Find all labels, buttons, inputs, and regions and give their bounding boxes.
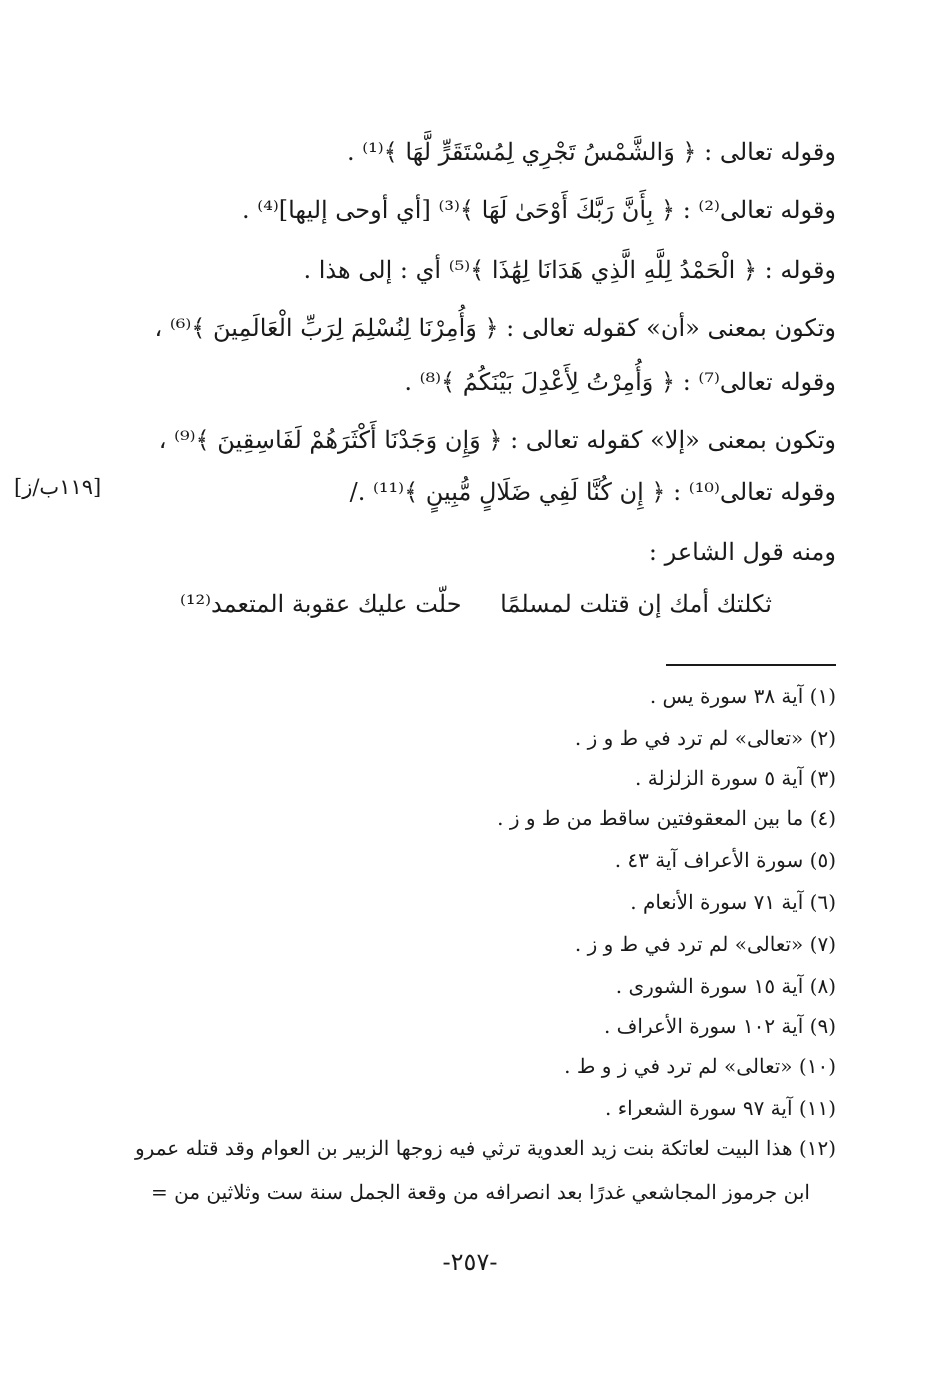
footnote-3: (٣) آية ٥ سورة الزلزلة . [635,766,836,790]
footnote-9: (٩) آية ١٠٢ سورة الأعراف . [603,1014,836,1038]
body-line-7: وقوله تعالى⁽¹⁰⁾ : ﴿ إِن كُنَّا لَفِي ضَلَالٍ مُّبِينٍ ﴾⁽¹¹⁾ ./ [349,478,836,506]
footnote-6: (٦) آية ٧١ سورة الأنعام . [630,890,836,914]
footnote-separator [666,664,836,666]
manuscript-folio-note: [١١٩ب/ز] [14,475,102,499]
body-line-5: وقوله تعالى⁽⁷⁾ : ﴿ وَأُمِرْتُ لِأَعْدِلَ بَيْنَكُمُ ﴾⁽⁸⁾ . [404,368,836,396]
footnote-12-continuation: ابن جرموز المجاشعي غدرًا بعد انصرافه من وقعة الجمل سنة ست وثلاثين من = [150,1180,810,1204]
verse-first-hemistich: ثكلتك أمك إن قتلت لمسلمًا [500,590,772,618]
footnote-5: (٥) سورة الأعراف آية ٤٣ . [614,848,836,872]
footnote-10: (١٠) «تعالى» لم ترد في ز و ط . [564,1054,836,1078]
body-line-1: وقوله تعالى : ﴿ وَالشَّمْسُ تَجْرِي لِمُسْتَقَرٍّ لَّهَا ﴾⁽¹⁾ . [346,138,836,166]
body-line-4: وتكون بمعنى «أن» كقوله تعالى : ﴿ وَأُمِرْنَا لِنُسْلِمَ لِرَبِّ الْعَالَمِينَ ﴾⁽⁶⁾ ، [154,314,836,342]
footnote-7: (٧) «تعالى» لم ترد في ط و ز . [574,932,836,956]
footnote-8: (٨) آية ١٥ سورة الشورى . [615,974,836,998]
page-number: -٢٥٧- [442,1248,498,1276]
verse-second-hemistich: حلّت عليك عقوبة المتعمد⁽¹²⁾ [180,590,462,618]
poetry-verse [180,590,772,618]
body-line-2: وقوله تعالى⁽²⁾ : ﴿ بِأَنَّ رَبَّكَ أَوْحَىٰ لَهَا ﴾⁽³⁾ [أي أوحى إليها]⁽⁴⁾ . [242,196,836,224]
body-line-8: ومنه قول الشاعر : [648,538,836,566]
footnote-4: (٤) ما بين المعقوفتين ساقط من ط و ز . [497,806,836,830]
footnote-12: (١٢) هذا البيت لعاتكة بنت زيد العدوية ترثي فيه زوجها الزبير بن العوام وقد قتله عمرو [135,1136,836,1160]
footnote-11: (١١) آية ٩٧ سورة الشعراء . [605,1096,836,1120]
body-line-3: وقوله : ﴿ الْحَمْدُ لِلَّهِ الَّذِي هَدَانَا لِهَٰذَا ﴾⁽⁵⁾ أي : إلى هذا . [303,256,836,284]
footnote-2: (٢) «تعالى» لم ترد في ط و ز . [574,726,836,750]
footnote-1: (١) آية ٣٨ سورة يس . [649,684,836,708]
body-line-6: وتكون بمعنى «إلا» كقوله تعالى : ﴿ وَإِن وَجَدْنَا أَكْثَرَهُمْ لَفَاسِقِينَ ﴾⁽⁹⁾ ، [158,426,836,454]
